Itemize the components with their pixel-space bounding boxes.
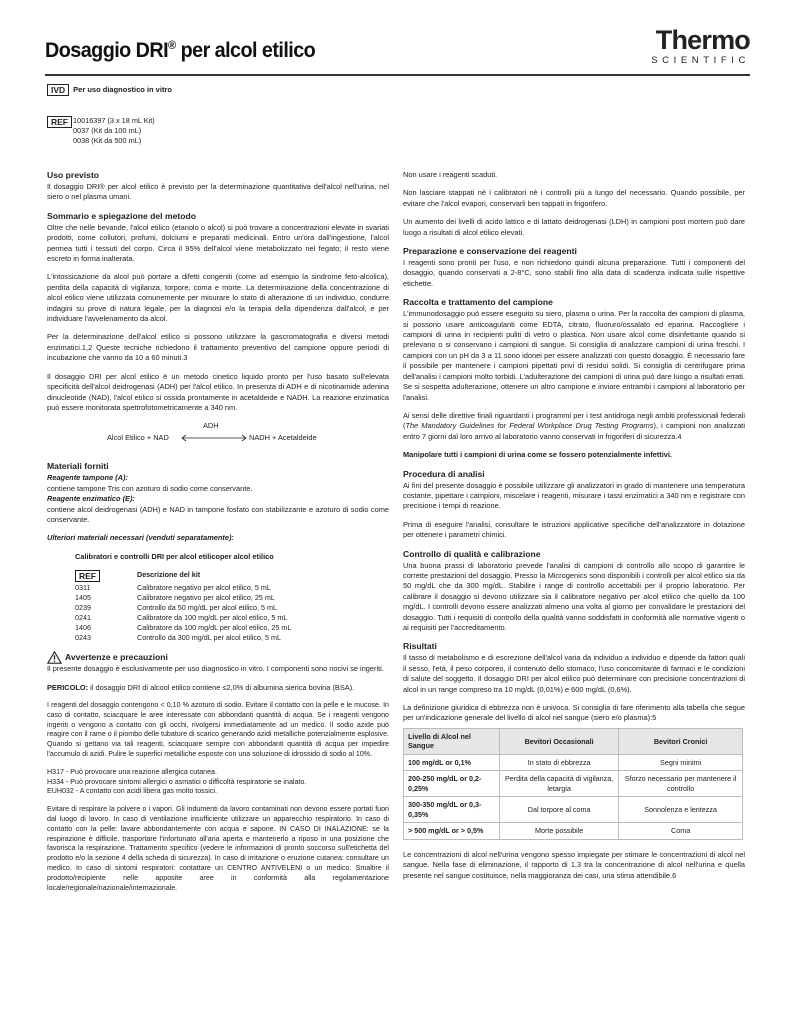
header-rule	[45, 74, 750, 76]
table-cell-level: 300-350 mg/dL or 0,3-0,35%	[404, 797, 500, 823]
reaction-right: NADH + Acetaldeide	[249, 433, 317, 443]
alcohol-level-table	[403, 728, 743, 840]
table-row	[404, 797, 743, 823]
table-header-row	[404, 728, 743, 754]
table-row	[404, 823, 743, 840]
kit-row	[75, 593, 389, 603]
ref-line: 0037 (Kit da 100 mL)	[73, 125, 142, 135]
kit-desc: Calibratore negativo per alcol etilico, 25 mL	[137, 593, 275, 603]
section-title-materiali: Materiali forniti	[47, 461, 109, 472]
sommario-p1: Oltre che nelle bevande, l'alcol etilico (etanolo o alcol) si può trovare a concentrazioni elevate in svariati prodotti, come collutori, profumi, dolciumi e preparati medicinali. Entro un'ora dall'ingestione, l'alcol permea tutti i tessuti del corpo. Circa il 95% dell'alcol viene metabolizzato nel fegato; il resto viene escreto in forma inalterata.	[47, 222, 389, 264]
raccolta-p2-italic: The Mandatory Guidelines for Federal Workplace Drug Testing Programs	[405, 421, 654, 431]
ivd-row	[47, 84, 172, 96]
raccolta-p1: L'immunodosaggio può essere eseguito su siero, plasma o urina. Per la raccolta dei campioni di plasma, si possono usare anticoagulanti come EDTA, citrato, fluoruro/ossalato ed eparina. Raccogliere i campioni di urina in recipienti puliti di vetro o plastica. Non usare alcol come disinfettante quando si prelevano o si conservano i campioni di sangue. Si consiglia di analizzare campioni di urina freschi. I campioni con un pH da 3 a 11 sono idonei per essere analizzati con questo dosaggio. È necessario fare il possibile per mantenere i campioni pipettati privi di residui solidi. Si consiglia di centrifugare prima dell'analisi i campioni molto torbidi. L'adulterazione dei campioni di urina può dare luogo a risultati errati. Se si sospetta adulterazione, ottenere un altro campione e inviare entrambi i campioni al laboratorio per l'analisi.	[403, 309, 745, 402]
table-cell-occ: Perdita della capacità di vigilanza, letargia	[500, 771, 619, 797]
p-stappati: Non lasciare stappati nè i calibratori nè i controlli più a lungo del necessario. Quando possibile, per evitare che l'alcol evapori, conservarli ben tappati in frigorifero.	[403, 188, 745, 208]
h-line: H317 - Può provocare una reazione allergica cutanea.	[47, 767, 217, 776]
raccolta-p2-b: ), i campioni non analizzati entro 7 giorni dal loro arrivo al laboratorio vanno conservati in frigoriferi di sicurezza.4	[403, 421, 745, 441]
kit-code: 0239	[75, 603, 91, 613]
page-title	[45, 38, 315, 63]
table-header-livello: Livello di Alcol nel Sangue	[404, 728, 500, 754]
table-cell-occ: In stato di ebbrezza	[500, 754, 619, 771]
kit-table-header	[75, 570, 389, 582]
kit-code: 0243	[75, 633, 91, 643]
left-column	[47, 170, 389, 901]
kit-ref-header	[75, 570, 137, 582]
kit-desc-header: Descrizione del kit	[137, 570, 201, 580]
kit-desc: Calibratore da 100 mg/dL per alcol etilico, 25 mL	[137, 623, 292, 633]
table-cell-cron: Segni minimi	[619, 754, 743, 771]
logo-sub: SCIENTIFIC	[651, 55, 750, 66]
kit-row	[75, 583, 389, 593]
calibratori-label: Calibratori e controlli DRI per alcol etilicoper alcol etilico	[75, 551, 274, 561]
kit-row	[75, 613, 389, 623]
title-registered-mark: ®	[168, 38, 176, 52]
risultati-p1: Il tasso di metabolismo e di escrezione dell'alcol varia da individuo a individuo e dipende da fattori quali il sesso, l'età, il peso corporeo, il contenuto dello stomaco, l'uso concomitante di farmaci e le condizioni di salute del soggetto. Il dosaggio DRI per alcol etilico può determinare con precisione concentrazioni di alcol in un range compreso tra 10 mg/dL (0,01%) e 600 mg/dL (0,6%).	[403, 653, 745, 694]
table-cell-level: 200-250 mg/dL or 0,2-0,25%	[404, 771, 500, 797]
uso-text: Il dosaggio DRI® per alcol etilico è previsto per la determinazione quantitativa dell'alcol nell'urina, nel siero o nel plasma umani.	[47, 182, 389, 202]
p-ldh: Un aumento dei livelli di acido lattico e di lattato deidrogenasi (LDH) in campioni post mortem può dare luogo a risultati di alcol etilico elevati.	[403, 217, 745, 237]
page-header	[45, 24, 750, 76]
procedura-p1: Ai fini del presente dosaggio è possibile utilizzare gli analizzatori in grado di mantenere una temperatura costante, pipettare i campioni, miscelare i reagenti, misurare i tassi enzimatici a 340 nm e registrare con precisione i tempi di reazione.	[403, 480, 745, 511]
table-row	[404, 771, 743, 797]
section-title-avvertenze	[47, 651, 389, 664]
kit-code: 1405	[75, 593, 91, 603]
controllo-text: Una buona prassi di laboratorio prevede l'analisi di campioni di controllo allo scopo di garantire le corrette prestazioni del dosaggio. Presso la Microgenics sono disponibili i controlli per alcol etilico sia da 50 mg/dL che da 300 mg/dL. Stabilire i range di controllo accettabili per il proprio laboratorio. Per calibrare il dosaggio si devono utilizzare sia il calibratore negativo per alcol etilico che quello da 100 mg/dL. I controlli devono essere analizzati almeno una volta al giorno per convalidare le prestazioni del dosaggio. Tutti i requisiti di controllo della qualità vanno soddisfatti in conformità alle normative vigenti o ai requisiti per l'accreditamento.	[403, 560, 745, 632]
table-row	[404, 754, 743, 771]
ref-line: 10016397 (3 x 18 mL Kit)	[73, 116, 155, 125]
logo-brand: Thermo	[655, 25, 750, 55]
kit-desc: Calibratore negativo per alcol etilico, 5 mL	[137, 583, 271, 593]
reaction-enzyme: ADH	[203, 421, 219, 431]
reaction-equation	[47, 421, 389, 447]
reagente-a-text: contiene tampone Tris con azoturo di sodio come conservante.	[47, 483, 253, 493]
conclusione-p: Le concentrazioni di alcol nell'urina vengono spesso impiegate per stimare le concentrazioni di alcol nel sangue. Nella fase di eliminazione, il rapporto di 1,3 tra la concentrazione di alcol nell'urina e quella presente nel sangue costituisce, nella maggioranza dei casi, una stima attendibile.6	[403, 849, 745, 880]
pericolo-p	[47, 683, 389, 693]
table-header-cronici: Bevitori Cronici	[619, 728, 743, 754]
section-title-sommario: Sommario e spiegazione del metodo	[47, 210, 196, 221]
evitare-p: Evitare di respirare la polvere o i vapori. Gli indumenti da lavoro contaminati non devono essere portati fuori dal luogo di lavoro. In caso di ventilazione insufficiente utilizzare un apparecchio respiratorio. In caso di contatto con la pelle: lavare abbondantemente con acqua e sapone. IN CASO DI INALAZIONE: se la respirazione è difficile, trasportare l'infortunato all'aria aperta e mantenerlo a riposo in una posizione che favorisca la respirazione. Trattamento specifico (vedere le informazioni di pronto soccorso sull'etichetta del prodotto e/o la sezione 4 della scheda di sicurezza). In caso di irritazione o eruzione cutanea: consultare un medico. In caso di sintomi respiratori: contattare un CENTRO ANTIVELENI o un medico. Smaltire il prodotto/recipiente nelle apposite aree in conformità alla regolamentazione locale/regionale/nazionale/internazionale.	[47, 805, 389, 892]
table-cell-level: > 500 mg/dL or > 0,5%	[404, 823, 500, 840]
section-title-raccolta: Raccolta e trattamento del campione	[403, 297, 553, 308]
section-title-controllo: Controllo di qualità e calibrazione	[403, 548, 541, 559]
pericolo-label: PERICOLO:	[47, 682, 89, 692]
avvertenze-p1: Il presente dosaggio è esclusivamente per uso diagnostico in vitro. I componenti sono nocivi se ingeriti.	[47, 664, 384, 674]
avvertenze-title-text: Avvertenze e precauzioni	[65, 652, 168, 663]
section-title-preparazione: Preparazione e conservazione dei reagenti	[403, 246, 577, 257]
ref-badge: REF	[47, 116, 72, 128]
kit-row	[75, 633, 389, 643]
kit-row	[75, 603, 389, 613]
section-title-procedura: Procedura di analisi	[403, 468, 485, 479]
kit-desc: Controllo da 50 mg/dL per alcol etilico, 5 mL	[137, 603, 277, 613]
table-header-occasionali: Bevitori Occasionali	[500, 728, 619, 754]
thermo-scientific-logo	[651, 26, 750, 66]
table-cell-cron: Sforzo necessario per mantenere il controllo	[619, 771, 743, 797]
reaction-arrow-icon	[180, 433, 248, 443]
title-rest: per alcol etilico	[175, 38, 316, 62]
p-scaduti: Non usare i reagenti scaduti.	[403, 170, 498, 179]
title-main: Dosaggio DRI	[45, 38, 169, 62]
ivd-badge: IVD	[47, 84, 69, 96]
right-column	[403, 170, 745, 889]
kit-code: 1406	[75, 623, 91, 633]
h-line: H334 - Può provocare sintomi allergici o asmatici o difficoltà respiratorie se inalato.	[47, 777, 307, 786]
kit-desc: Calibratore da 100 mg/dL per alcol etilico, 5 mL	[137, 613, 288, 623]
raccolta-p2	[403, 411, 745, 442]
sommario-p2: L'intossicazione da alcol può portare a difetti congeniti (come ad esempio la sindrome feto-alcolica), perdita della capacità di vigilanza, torpore, coma e morte. La determinazione della concentrazione di alcol etilico viene utilizzata comunemente per misurare lo stato di alterazione di un individuo, condurre indagini su prove di natura legale, per la diagnosi e/o la terapia della dipendenza dall'alcol, e per individuare l'avvelenamento da alcol.	[47, 272, 389, 324]
kit-row	[75, 623, 389, 633]
h-line: EUH032 - A contatto con acidi libera gas molto tossici.	[47, 787, 217, 796]
ref-block	[47, 116, 155, 145]
sommario-p3: Per la determinazione dell'alcol etilico si possono utilizzare la gascromatografia e diversi metodi enzimatici.1,2 Queste tecniche richiedono il trattamento preventivo del campione oppure periodi di incubazione che vanno da 10 a 60 minuti.3	[47, 332, 389, 363]
pericolo-text: il dosaggio DRI di alcool etilico contiene ≤2,0% di albumina sierica bovina (BSA).	[88, 682, 355, 692]
table-cell-occ: Morte possibile	[500, 823, 619, 840]
table-cell-cron: Sonnolenza e lentezza	[619, 797, 743, 823]
ref-line: 0038 (Kit da 500 mL)	[73, 135, 142, 145]
azoturo-p: I reagenti del dosaggio contengono < 0,10 % azoturo di sodio. Evitare il contatto con la pelle e le mucose. In caso di contatto, sciacquare le aree interessate con abbondanti quantità di acqua. Se i reagenti vengono ingeriti o vengono a contatto con gli occhi, rivolgersi immediatamente ad un medico. Il sodio azide può reagire con il rame o il piombo delle tubature di scarico generando azidi metalliche potenzialmente esplosive. Quando si gettano via tali reagenti, sciacquare sempre con abbondanti quantità di acqua per impedire l'accumulo di azidi. Pulire le superfici metalliche esposte con una soluzione di idrossido di sodio al 10%.	[47, 700, 389, 758]
reaction-left: Alcol Etilico + NAD	[107, 433, 169, 443]
ref-lines	[73, 116, 273, 145]
procedura-p2: Prima di eseguire l'analisi, consultare le istruzioni applicative specifiche dell'analizzatore in dotazione per ottenere i parametri chimici.	[403, 519, 745, 540]
h-statements	[47, 768, 389, 797]
section-title-uso: Uso previsto	[47, 170, 100, 180]
ivd-text: Per uso diagnostico in vitro	[73, 84, 172, 94]
kit-desc: Controllo da 300 mg/dL per alcol etilico, 5 mL	[137, 633, 281, 643]
kit-code: 0311	[75, 583, 91, 593]
risultati-p2: La definizione giuridica di ebbrezza non è univoca. Si consiglia di fare riferimento alla tabella che segue per un'indicazione generale del livello di alcol nel sangue (siero e/o plasma):5	[403, 703, 745, 723]
warning-icon	[47, 651, 62, 664]
ulteriori-label: Ulteriori materiali necessari (venduti separatamente):	[47, 533, 234, 543]
table-cell-level: 100 mg/dL or 0,1%	[404, 754, 500, 771]
kit-ref-badge: REF	[75, 570, 100, 582]
reagente-e-label: Reagente enzimatico (E):	[47, 494, 135, 504]
kit-table	[75, 570, 389, 643]
reagente-a-label: Reagente tampone (A):	[47, 473, 128, 483]
raccolta-p2-a: Ai sensi delle direttive finali riguardanti i programmi per i test antidroga negli ambiti professionali federali (	[403, 410, 745, 431]
kit-code: 0241	[75, 613, 91, 623]
table-cell-occ: Dal torpore al coma	[500, 797, 619, 823]
section-title-risultati: Risultati	[403, 641, 437, 652]
reagente-e-text: contiene alcol deidrogenasi (ADH) e NAD in tampone fosfato con stabilizzante e azoturo di sodio come conservante.	[47, 504, 389, 524]
table-cell-cron: Coma	[619, 823, 743, 840]
prep-text: I reagenti sono pronti per l'uso, e non richiedono quindi alcuna preparazione. Tutti i componenti del dosaggio, quando conservati a 2-8°C, sono stabili fino alla data di scadenza indicata sulle rispettive etichette.	[403, 258, 745, 288]
sommario-p4: Il dosaggio DRI per alcol etilico è un metodo cinetico liquido pronto per l'uso basato sull'elevata specificità dell'alcol deidrogenasi (ADH) per l'alcol etilico. In presenza di ADH e di nicotinamide adenina dinucleotide (NAD), l'alcol etilico si ossida prontamente in acetaldeide e NADH. La reazione enzimatica può essere monitorata spettrofotometricamente a 340 nm.	[47, 371, 389, 412]
raccolta-bold: Manipolare tutti i campioni di urina come se fossero potenzialmente infettivi.	[403, 450, 672, 460]
